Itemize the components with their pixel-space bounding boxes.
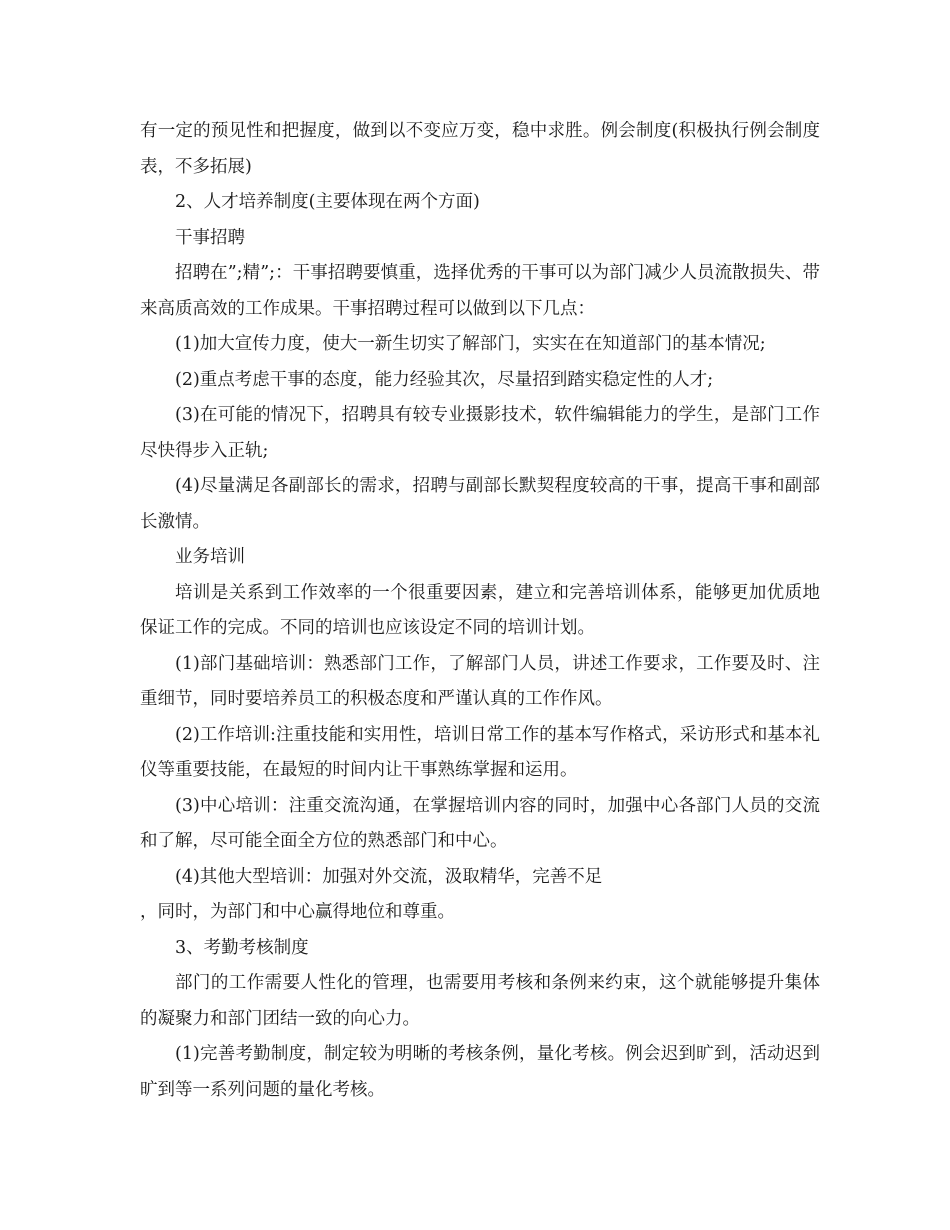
subheading-business-training: 业务培训 (175, 547, 245, 567)
list-item: (3)中心培训：注重交流沟通，在掌握培训内容的同时，加强中心各部门人员的交流和了解，尽可能全面全方位的熟悉部门和中心。 (140, 795, 820, 851)
list-item: (1)完善考勤制度，制定较为明晰的考核条例，量化考核。例会迟到旷到，活动迟到旷到等一系列问题的量化考核。 (140, 1044, 820, 1100)
section-heading-attendance: 3、考勤考核制度 (175, 937, 309, 958)
section-heading-talent-training: 2、人才培养制度(主要体现在两个方面) (175, 192, 480, 212)
paragraph: 招聘在”;精”;：干事招聘要慎重，选择优秀的干事可以为部门减少人员流散损失、带来高质高效的工作成果。干事招聘过程可以做到以下几点： (140, 263, 820, 319)
list-item: (4)尽量满足各副部长的需求，招聘与副部长默契程度较高的干事，提高干事和副部长激情。 (140, 476, 820, 532)
document-body (140, 114, 820, 1108)
paragraph-continuation: ，同时，为部门和中心赢得地位和尊重。 (140, 902, 455, 922)
list-item: (4)其他大型培训：加强对外交流，汲取精华，完善不足 (175, 866, 603, 887)
list-item: (3)在可能的情况下，招聘具有较专业摄影技术，软件编辑能力的学生，是部门工作尽快得步入正轨; (140, 405, 820, 461)
list-item: (1)加大宣传力度，使大一新生切实了解部门，实实在在知道部门的基本情况; (175, 334, 766, 354)
paragraph: 培训是关系到工作效率的一个很重要因素，建立和完善培训体系，能够更加优质地保证工作的完成。不同的培训也应该设定不同的培训计划。 (140, 582, 820, 638)
subheading-recruitment: 干事招聘 (175, 227, 245, 248)
list-item: (1)部门基础培训：熟悉部门工作，了解部门人员，讲述工作要求，工作要及时、注重细节，同时要培养员工的积极态度和严谨认真的工作作风。 (140, 653, 820, 709)
list-item: (2)重点考虑干事的态度，能力经验其次，尽量招到踏实稳定性的人才; (175, 369, 714, 390)
paragraph: 有一定的预见性和把握度，做到以不变应万变，稳中求胜。例会制度(积极执行例会制度表，不多拓展) (140, 121, 820, 177)
paragraph: 部门的工作需要人性化的管理，也需要用考核和条例来约束，这个就能够提升集体的凝聚力和部门团结一致的向心力。 (140, 973, 820, 1029)
list-item: (2)工作培训:注重技能和实用性，培训日常工作的基本写作格式，采访形式和基本礼仪等重要技能，在最短的时间内让干事熟练掌握和运用。 (140, 724, 820, 780)
